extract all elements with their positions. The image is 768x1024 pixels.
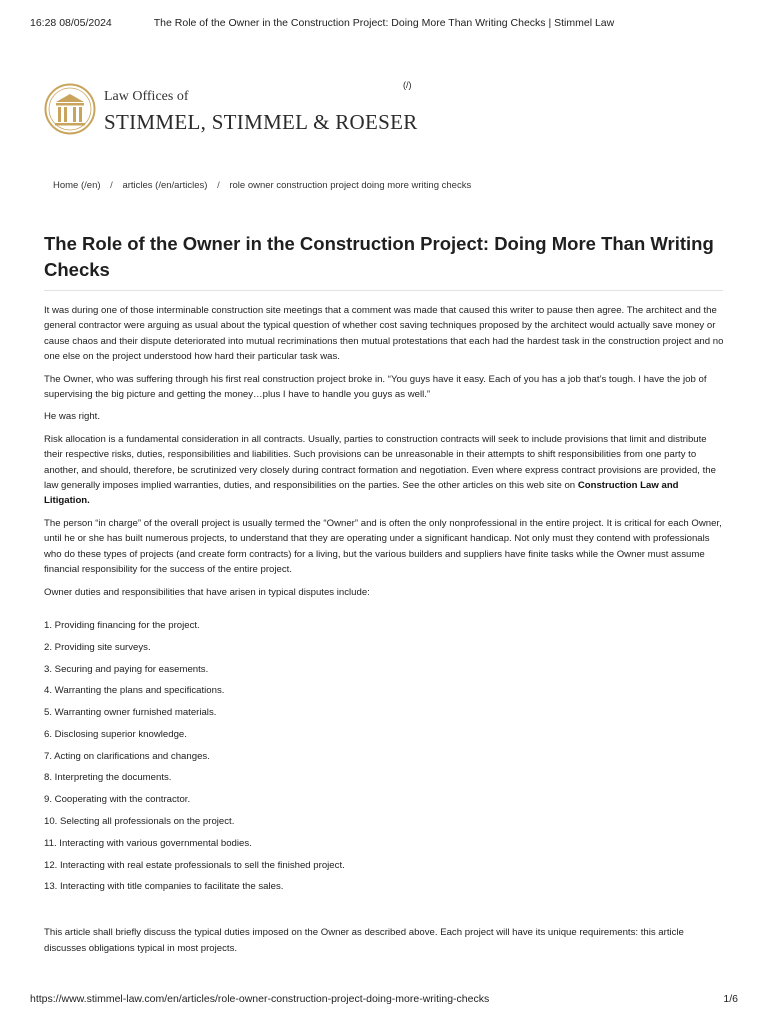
construction-law-link[interactable]: Construction Law and Litigation. [44,480,679,507]
home-link[interactable]: (/) [403,80,412,90]
print-header [0,17,768,31]
page-number: 1/6 [723,993,738,1005]
print-footer [0,993,768,1007]
list-item: 11. Interacting with various governmental bodies. [44,837,252,849]
article-body [44,303,726,963]
courthouse-emblem-icon [44,83,96,135]
list-item: 13. Interacting with title companies to facilitate the sales. [44,881,284,893]
risk-allocation-paragraph [44,432,726,509]
breadcrumb-articles[interactable]: articles (/en/articles) [122,180,208,191]
print-doc-title: The Role of the Owner in the Construction Project: Doing More Than Writing Checks | Stimmel Law [153,17,615,29]
list-item: 3. Securing and paying for easements. [44,663,209,675]
risk-allocation-text: Risk allocation is a fundamental consideration in all contracts. Usually, parties to construction contracts will seek to include provisions that limit and distribute their respective risks, duties, responsibilities and liabilities. Such provisions can be unreasonable in their attempts to shift responsibilities from one party to another, and should, therefore, be scrutinized very closely during contract formation and negotiation. Even where express contract provisions are provided, the law generally imposes implied warranties, duties, and responsibilities on the parties. See the other articles on this web site on [44,433,716,492]
page-title: The Role of the Owner in the Construction Project: Doing More Than Writing Checks [44,233,714,280]
list-item: 4. Warranting the plans and specifications. [44,685,225,697]
logo-firm-name: STIMMEL, STIMMEL & ROESER [104,110,418,134]
duties-intro-paragraph: Owner duties and responsibilities that have arisen in typical disputes include: [44,586,370,598]
breadcrumb-home[interactable]: Home (/en) [53,180,101,191]
intro-paragraph: It was during one of those interminable construction site meetings that a comment was made that caused this writer to pause then agree. The architect and the general contractor were arguing as usual about the typical question of whether cost saving techniques proposed by the architect would actually save money or cause chaos and their dispute deteriorated into mutual recriminations then mutual protestations that each had the hardest task in the construction project and no one else on the project understood how hard their particular task was. [44,305,724,363]
print-url: https://www.stimmel-law.com/en/articles/role-owner-construction-project-doing-more-writing-checks [30,993,490,1005]
list-item: 7. Acting on clarifications and changes. [44,750,210,762]
list-item: 5. Warranting owner furnished materials. [44,707,217,719]
print-timestamp: 16:28 08/05/2024 [30,17,112,29]
owner-duties-list [44,618,726,901]
breadcrumb [53,180,471,191]
list-item: 12. Interacting with real estate professionals to sell the finished project. [44,859,345,871]
closing-paragraph: This article shall briefly discuss the typical duties imposed on the Owner as described above. Each project will have its unique requirements: this article discusses obligations typical in most projects. [44,927,684,954]
list-item: 1. Providing financing for the project. [44,619,200,631]
breadcrumb-current: role owner construction project doing more writing checks [229,180,472,191]
breadcrumb-separator: / [217,180,220,191]
title-divider [44,290,723,291]
owner-quote-paragraph: The Owner, who was suffering through his first real construction project broke in. “You guys have it easy. Each of you has a job that’s tough. I have the job of supervising the big picture and getting the money…plus I have to handle you guys as well.” [44,373,707,401]
list-item: 8. Interpreting the documents. [44,772,172,784]
firm-logo[interactable] [44,83,418,139]
person-in-charge-paragraph: The person “in charge” of the overall project is usually termed the “Owner” and is often the only nonprofessional in the entire project. It is critical for each Owner, until he or she has built numerous projects, to understand that they are operating under a significant handicap. Not only must they contend with professionals who do these types of projects (and create form contracts) for a living, but the various builders and suppliers have finite tasks while the Owner must assume financial responsibility for the success of the entire project. [44,517,722,576]
list-item: 10. Selecting all professionals on the project. [44,816,235,828]
list-item: 9. Cooperating with the contractor. [44,794,191,806]
list-item: 2. Providing site surveys. [44,641,151,653]
agreement-paragraph: He was right. [44,411,100,423]
list-item: 6. Disclosing superior knowledge. [44,728,187,740]
logo-pretext: Law Offices of [104,89,189,104]
breadcrumb-separator: / [110,180,113,191]
